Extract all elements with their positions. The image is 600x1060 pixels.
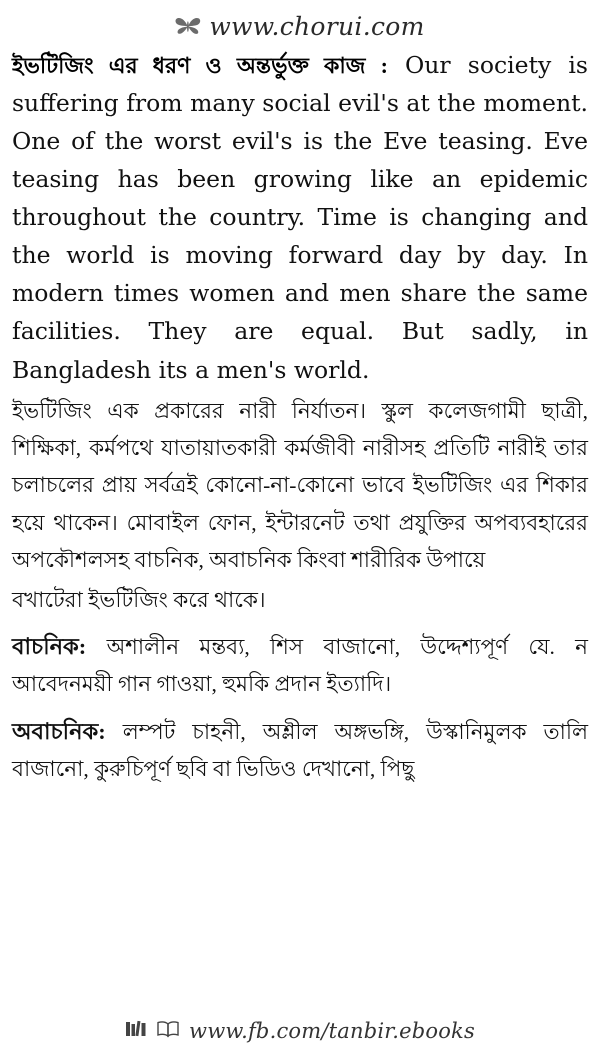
- paragraph-bengali-1: ইভটিজিং এক প্রকারের নারী নির্যাতন। স্কুল কলেজগামী ছাত্রী, শিক্ষিকা, কর্মপথে যাতায়াতকারী কর্মজীবী নারীসহ প্রতিটি নারীই তার চলাচলের প্রায় সর্বত্রই কোনো-না-কোনো ভাবে ইভটিজিং এর শিকার হয়ে থাকেন। মোবাইল ফোন, ইন্টারনেট তথা প্রযুক্তির অপব্যবহারের অপকৌশলসহ বাচনিক, অবাচনিক কিংবা শারীরিক উপায়ে: [12, 398, 588, 573]
- paragraph-bachonik: [12, 627, 588, 704]
- page-footer: [0, 1008, 600, 1060]
- document-content: [0, 46, 600, 1008]
- footer-link-text[interactable]: www.fb.com/tanbir.ebooks: [189, 1019, 475, 1043]
- text-obachonik: লম্পট চাহনী, অশ্লীল অঙ্গভঙ্গি, উস্কানিমুলক তালি বাজানো, কুরুচিপূর্ণ ছবি বা ভিডিও দেখানো, পিছু: [12, 719, 589, 782]
- books-icon: [125, 1020, 147, 1043]
- label-bachonik: বাচনিক:: [12, 634, 87, 659]
- open-book-icon: [156, 1020, 180, 1043]
- text-bachonik: অশালীন মন্তব্য, শিস বাজানো, উদ্দেশ্যপূর্ণ যে. ন আবেদনময়ী গান গাওয়া, হুমকি প্রদান ইত্যাদি।: [12, 635, 589, 697]
- paragraph-english: [12, 46, 588, 389]
- butterfly-icon: [175, 16, 201, 36]
- paragraph-bengali-2: বখাটেরা ইভটিজিং করে থাকে।: [12, 587, 266, 612]
- paragraph-english-text: Our society is suffering from many social evil's at the moment. One of the worst evil's is the Eve teasing. Eve teasing has been growing like an epidemic throughout the country. Time is changing and the world is moving forward day by day. In modern times women and men share the same facilities. They are equal. But sadly, in Bangladesh its a men's world.: [12, 51, 588, 384]
- label-obachonik: অবাচনিক:: [12, 718, 106, 744]
- paragraph-obachonik: [12, 712, 588, 789]
- page-header: [0, 0, 600, 46]
- site-name: www.chorui.com: [209, 11, 425, 41]
- section-heading-bn: ইভটিজিং এর ধরণ ও অন্তর্ভুক্ত কাজ :: [12, 53, 388, 78]
